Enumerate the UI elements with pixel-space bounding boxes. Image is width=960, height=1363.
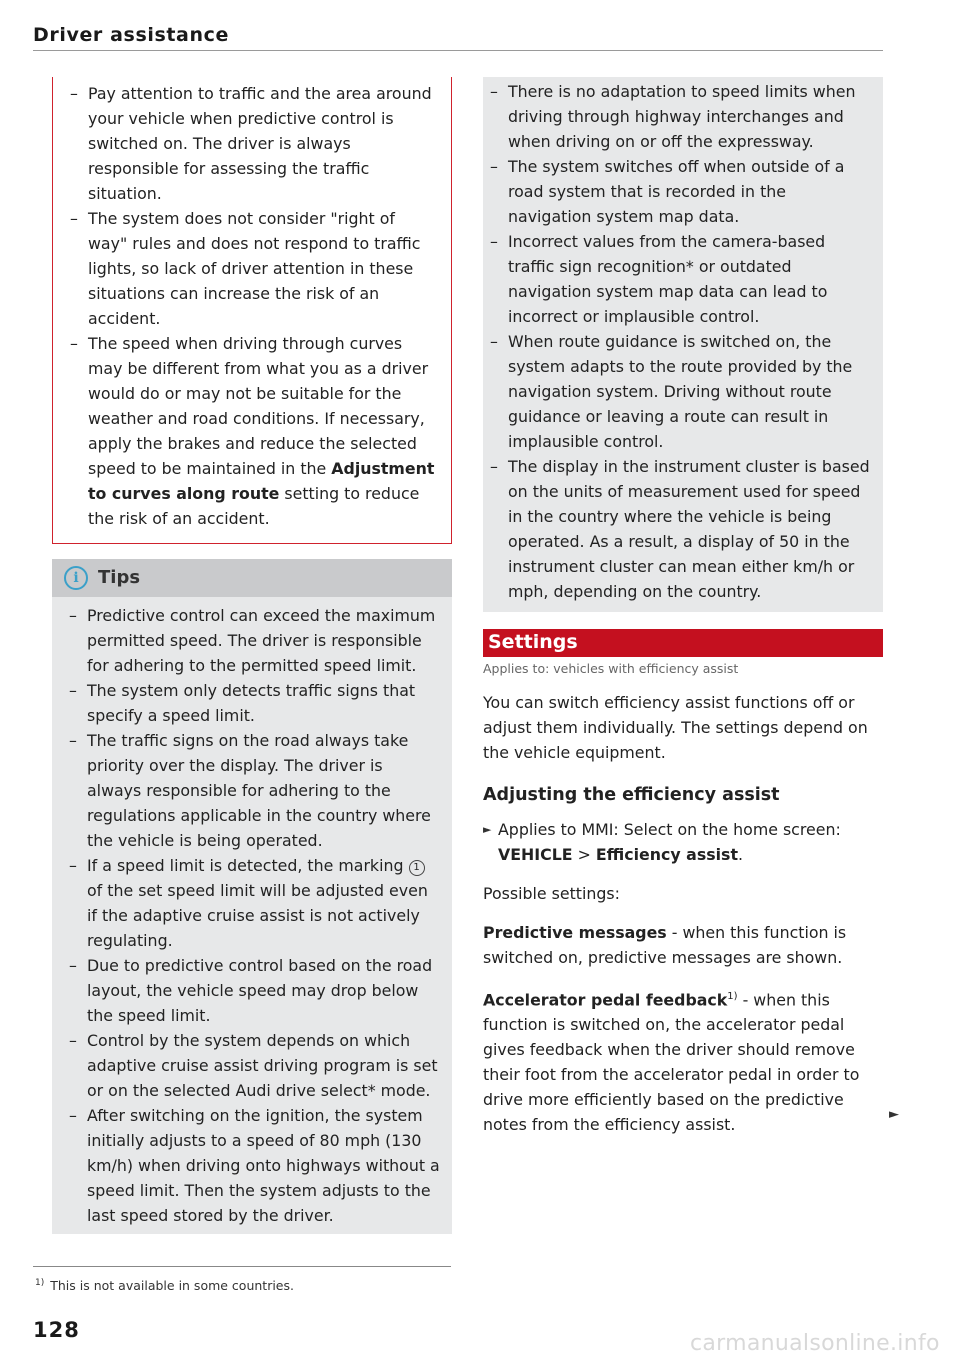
tips-title: Tips xyxy=(98,567,141,588)
warning-box xyxy=(52,77,452,544)
mmi-step: ► Applies to MMI: Select on the home screen: VEHICLE > Efficiency assist. xyxy=(483,817,883,867)
footnote: $^{1)}$ This is not available in some countries. xyxy=(35,1278,294,1294)
left-column xyxy=(52,77,452,1234)
predictive-messages-desc: Predictive messages - when this function is switched on, predictive messages are shown. xyxy=(483,923,847,967)
possible-settings-label: Possible settings: xyxy=(483,884,620,903)
tips-box xyxy=(52,597,452,1234)
marker-1-icon: 1 xyxy=(409,860,425,876)
tip-item: – The traffic signs on the road always take priority over the display. The driver is always responsible for adhering to the regulations applicable in the country where the vehicle is being operated. xyxy=(69,731,431,850)
tip-item: – After switching on the ignition, the system initially adjusts to a speed of 80 mph (130 km/h) when driving onto highways without a speed limit. Then the system adjusts to the last speed stored by the driver. xyxy=(69,1106,440,1225)
footnote-divider xyxy=(33,1266,451,1267)
warning-item: – Pay attention to traffic and the area around your vehicle when predictive control is switched on. The driver is always responsible for assessing the traffic situation. xyxy=(70,84,432,203)
settings-heading-bar xyxy=(483,629,883,657)
step-arrow-icon: ► xyxy=(483,823,492,836)
warning-item: – The speed when driving through curves may be different from what you as a driver would do or may not be suitable for the weather and road conditions. If necessary, apply the brakes and reduce the selected speed to be maintained in the Adjustment to curves along route setting to reduce the risk of an accident. xyxy=(70,334,435,528)
note-item: – The system switches off when outside of a road system that is recorded in the navigation system map data. xyxy=(490,157,845,226)
info-icon: i xyxy=(64,566,88,590)
continue-arrow-icon: ► xyxy=(889,1107,899,1122)
continued-note-box xyxy=(483,77,883,612)
tip-item: – Due to predictive control based on the road layout, the vehicle speed may drop below the speed limit. xyxy=(69,956,433,1025)
section-title: Driver assistance xyxy=(33,24,229,46)
note-item: – Incorrect values from the camera-based traffic sign recognition* or outdated navigation system map data can lead to incorrect or implausible control. xyxy=(490,232,828,326)
tip-item: – Predictive control can exceed the maximum permitted speed. The driver is responsible for adhering to the permitted speed limit. xyxy=(69,606,436,675)
header-divider xyxy=(33,50,883,51)
watermark: carmanualsonline.info xyxy=(690,1331,940,1356)
applies-to-note: Applies to: vehicles with efficiency assist xyxy=(483,661,739,676)
settings-title: Settings xyxy=(488,631,578,653)
tip-item: – The system only detects traffic signs that specify a speed limit. xyxy=(69,681,416,725)
warning-item: – The system does not consider "right of way" rules and does not respond to traffic lights, so lack of driver attention in these situations can increase the risk of an accident. xyxy=(70,209,421,328)
tip-item: – Control by the system depends on which adaptive cruise assist driving program is set or on the selected Audi drive select* mode. xyxy=(69,1031,438,1100)
accelerator-feedback-desc: Accelerator pedal feedback$^{1)}$ - when this function is switched on, the accelerator pedal gives feedback when the driver should remove their foot from the accelerator pedal in order to drive more efficiently based on the predictive notes from the efficiency assist. xyxy=(483,990,860,1135)
settings-intro: You can switch efficiency assist functions off or adjust them individually. The settings depend on the vehicle equipment. xyxy=(483,693,868,762)
tip-item: – If a speed limit is detected, the marking 1 of the set speed limit will be adjusted even if the adaptive cruise assist is not actively regulating. xyxy=(69,856,428,950)
note-item: – The display in the instrument cluster is based on the units of measurement used for speed in the country where the vehicle is being operated. As a result, a display of 50 in the instrument cluster can mean either km/h or mph, depending on the country. xyxy=(490,457,870,601)
page-number: 128 xyxy=(33,1318,80,1342)
right-column xyxy=(483,77,883,1137)
adjusting-heading: Adjusting the efficiency assist xyxy=(483,785,780,805)
tips-header xyxy=(52,559,452,597)
note-item: – When route guidance is switched on, the system adapts to the route provided by the navigation system. Driving without route guidance or leaving a route can result in implausible control. xyxy=(490,332,853,451)
note-item: – There is no adaptation to speed limits when driving through highway interchanges and when driving on or off the expressway. xyxy=(490,82,856,151)
